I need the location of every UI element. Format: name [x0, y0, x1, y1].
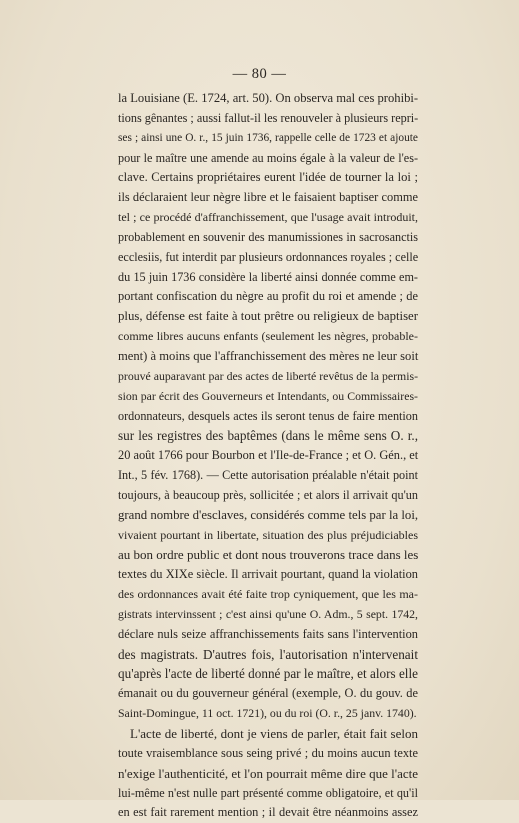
text-line: en est fait rarement mention ; il devait être néanmoins assez	[118, 805, 418, 820]
text-line: toute vraisemblance sous seing privé ; du moins aucun texte	[118, 745, 418, 760]
text-line: du 15 juin 1736 considère la liberté ainsi donnée comme em-	[118, 269, 418, 284]
text-line: tions gênantes ; aussi fallut-il les renouveler à plusieurs repri-	[118, 110, 419, 125]
text-line: ordonnateurs, desquels actes ils seront tenus de faire mention	[118, 408, 418, 423]
text-line: lui-même n'est nulle part présenté comme obligatoire, et qu'il	[118, 785, 418, 800]
text-line: sion par écrit des Gouverneurs et Intendants, ou Commissaires-	[118, 388, 418, 403]
text-line: L'acte de liberté, dont je viens de parler, était fait selon	[130, 726, 418, 741]
text-line: ment) à moins que l'affranchissement des mères ne leur soit	[118, 348, 419, 363]
text-line: grand nombre d'esclaves, considérés comme tels par la loi,	[118, 507, 419, 522]
text-line: probablement en souvenir des manumissiones in sacrosanctis	[118, 229, 418, 244]
text-line: des magistrats. D'autres fois, l'autorisation n'intervenait	[118, 646, 418, 662]
text-line: sur les registres des baptêmes (dans le même sens O. r.,	[118, 428, 418, 444]
text-line: n'exige l'authenticité, et l'on pourrait même dire que l'acte	[118, 765, 418, 781]
text-line: des ordonnances avait été faite trop cyniquement, que les ma-	[118, 587, 418, 602]
text-line: toujours, à beaucoup près, sollicitée ; et alors il arrivait qu'un	[118, 487, 418, 502]
text-line: au bon ordre public et dont nous trouverons trace dans les	[118, 547, 419, 563]
text-line: comme libres aucuns enfants (seulement les nègres, probable-	[118, 329, 418, 344]
text-line: Saint-Domingue, 11 oct. 1721), ou du roi (O. r., 25 janv. 1740).	[118, 706, 417, 721]
text-line: émanait ou du gouverneur général (exemple, O. du gouv. de	[118, 686, 418, 701]
text-line: déclare nuls seize affranchissements faits sans l'intervention	[118, 626, 418, 641]
text-line: textes du XIXe siècle. Il arrivait pourtant, quand la violation	[118, 567, 418, 582]
text-line: qu'après l'acte de liberté donné par le maître, et alors elle	[118, 666, 418, 682]
body-text	[118, 89, 418, 823]
text-line: pour le maître une amende au moins égale à la valeur de l'es-	[118, 150, 418, 165]
text-line: Int., 5 fév. 1768). — Cette autorisation préalable n'était point	[118, 468, 418, 483]
text-line: plus, défense est faite à tout prêtre ou religieux de baptiser	[118, 309, 418, 324]
text-line: ses ; ainsi une O. r., 15 juin 1736, rappelle celle de 1723 et ajoute	[118, 131, 418, 144]
text-line: prouvé auparavant par des actes de liberté revêtus de la permis-	[118, 368, 418, 383]
text-line: vivaient pourtant in libertate, situation des plus préjudiciables	[118, 527, 418, 542]
text-line: la Louisiane (E. 1724, art. 50). On observa mal ces prohibi-	[118, 91, 419, 105]
text-line: ecclesiis, fut interdit par plusieurs ordonnances royales ; celle	[118, 249, 419, 264]
text-line: ils déclaraient leur nègre libre et le faisaient baptiser comme	[118, 190, 418, 205]
text-line: clave. Certains propriétaires eurent l'idée de tourner la loi ;	[118, 170, 418, 185]
page-number: — 80 —	[232, 66, 287, 82]
text-line: portant confiscation du nègre au profit du roi et amende ; de	[118, 289, 418, 304]
text-line: 20 août 1766 pour Bourbon et l'Ile-de-France ; et O. Gén., et	[118, 448, 419, 463]
text-line: gistrats intervinssent ; c'est ainsi qu'une O. Adm., 5 sept. 1742,	[118, 606, 418, 621]
text-line: tel ; ce procédé d'affranchissement, que l'usage avait introduit,	[118, 210, 418, 225]
